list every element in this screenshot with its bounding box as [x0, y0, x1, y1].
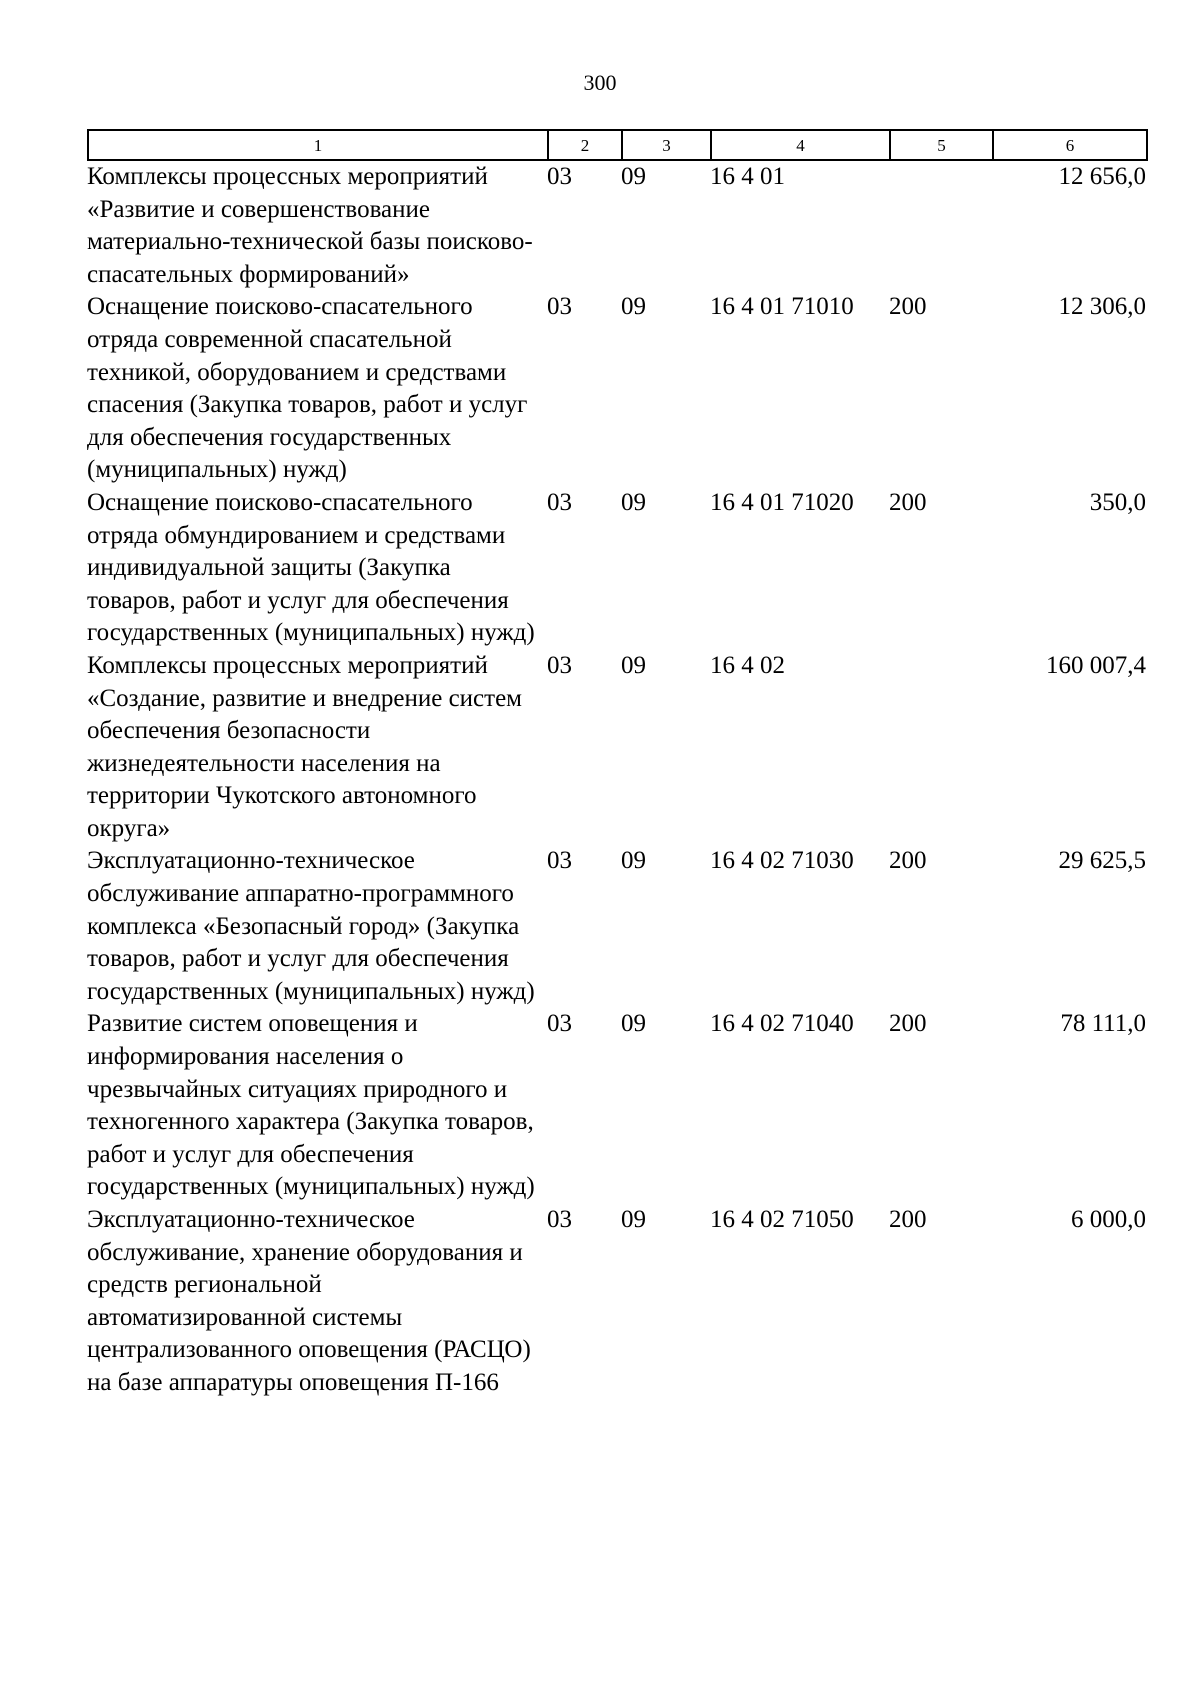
row-name: Оснащение поисково-спасательного отряда обмундированием и средствами индивидуальной защиты (Закупка товаров, работ и услуг для обеспечения государственных (муниципальных) нужд) — [87, 488, 535, 647]
row-subsection: 09 — [621, 293, 646, 321]
header-col-6: 6 — [993, 130, 1147, 160]
row-name: Комплексы процессных мероприятий «Развитие и совершенствование материально-технической базы поисково-спасательных формирований» — [87, 163, 533, 288]
row-target-code: 16 4 01 — [710, 163, 785, 190]
row-amount: 160 007,4 — [1046, 651, 1146, 679]
table-row — [87, 291, 1146, 487]
row-amount: 12 306,0 — [1058, 293, 1146, 321]
header-col-3: 3 — [622, 130, 711, 160]
header-col-1: 1 — [88, 130, 548, 160]
row-target-code: 16 4 01 71010 — [710, 293, 854, 321]
row-section: 03 — [547, 651, 572, 679]
table-header — [87, 129, 1148, 161]
row-section: 03 — [547, 1010, 572, 1038]
row-subsection: 09 — [621, 1206, 646, 1233]
row-section: 03 — [547, 293, 572, 321]
table-row — [87, 845, 1146, 1008]
row-amount: 78 111,0 — [1060, 1010, 1146, 1038]
row-subsection: 09 — [621, 1010, 646, 1038]
budget-table — [87, 161, 1146, 1400]
row-expense-type — [889, 650, 992, 846]
row-amount: 350,0 — [1089, 488, 1146, 516]
row-target-code: 16 4 02 71040 — [710, 1010, 854, 1038]
header-col-2: 2 — [548, 130, 622, 160]
table-row — [87, 1008, 1146, 1204]
table-row — [87, 1204, 1146, 1400]
row-amount: 6 000,0 — [1071, 1206, 1146, 1233]
row-name: Оснащение поисково-спасательного отряда современной спасательной техникой, оборудованием и средствами спасения (Закупка товаров, работ и услуг для обеспечения государственных (муниципальных) нужд) — [87, 293, 528, 484]
row-expense-type: 200 — [889, 847, 927, 875]
row-name: Эксплуатационно-техническое обслуживание, хранение оборудования и средств региональной автоматизированной системы централизованного оповещения (РАСЦО) на базе аппаратуры оповещения П-166 — [87, 1206, 531, 1396]
row-section: 03 — [547, 163, 572, 190]
row-target-code: 16 4 02 71050 — [710, 1206, 854, 1233]
row-expense-type: 200 — [889, 488, 927, 516]
table-row — [87, 161, 1146, 291]
row-expense-type: 200 — [889, 293, 927, 321]
row-amount: 12 656,0 — [1058, 163, 1146, 190]
header-col-5: 5 — [890, 130, 993, 160]
row-section: 03 — [547, 1206, 572, 1233]
row-section: 03 — [547, 847, 572, 875]
row-amount: 29 625,5 — [1058, 847, 1146, 875]
row-expense-type: 200 — [889, 1010, 927, 1038]
row-target-code: 16 4 02 — [710, 651, 785, 679]
row-name: Эксплуатационно-техническое обслуживание аппаратно-программного комплекса «Безопасный город» (Закупка товаров, работ и услуг для обеспечения государственных (муниципальных) нужд) — [87, 847, 535, 1005]
row-target-code: 16 4 02 71030 — [710, 847, 854, 875]
header-col-4: 4 — [711, 130, 890, 160]
row-section: 03 — [547, 488, 572, 516]
row-subsection: 09 — [621, 651, 646, 679]
row-name: Комплексы процессных мероприятий «Создание, развитие и внедрение систем обеспечения безопасности жизнедеятельности населения на территории Чукотского автономного округа» — [87, 651, 522, 842]
table-row — [87, 650, 1146, 846]
page-number: 300 — [583, 70, 617, 95]
row-expense-type: 200 — [889, 1206, 927, 1233]
row-expense-type — [889, 161, 992, 291]
row-name: Развитие систем оповещения и информирования населения о чрезвычайных ситуациях природного и техногенного характера (Закупка товаров, работ и услуг для обеспечения государственных (муниципальных) нужд) — [87, 1010, 535, 1201]
row-subsection: 09 — [621, 847, 646, 875]
row-subsection: 09 — [621, 488, 646, 516]
row-target-code: 16 4 01 71020 — [710, 488, 854, 516]
table-row — [87, 487, 1146, 650]
row-subsection: 09 — [621, 163, 646, 190]
